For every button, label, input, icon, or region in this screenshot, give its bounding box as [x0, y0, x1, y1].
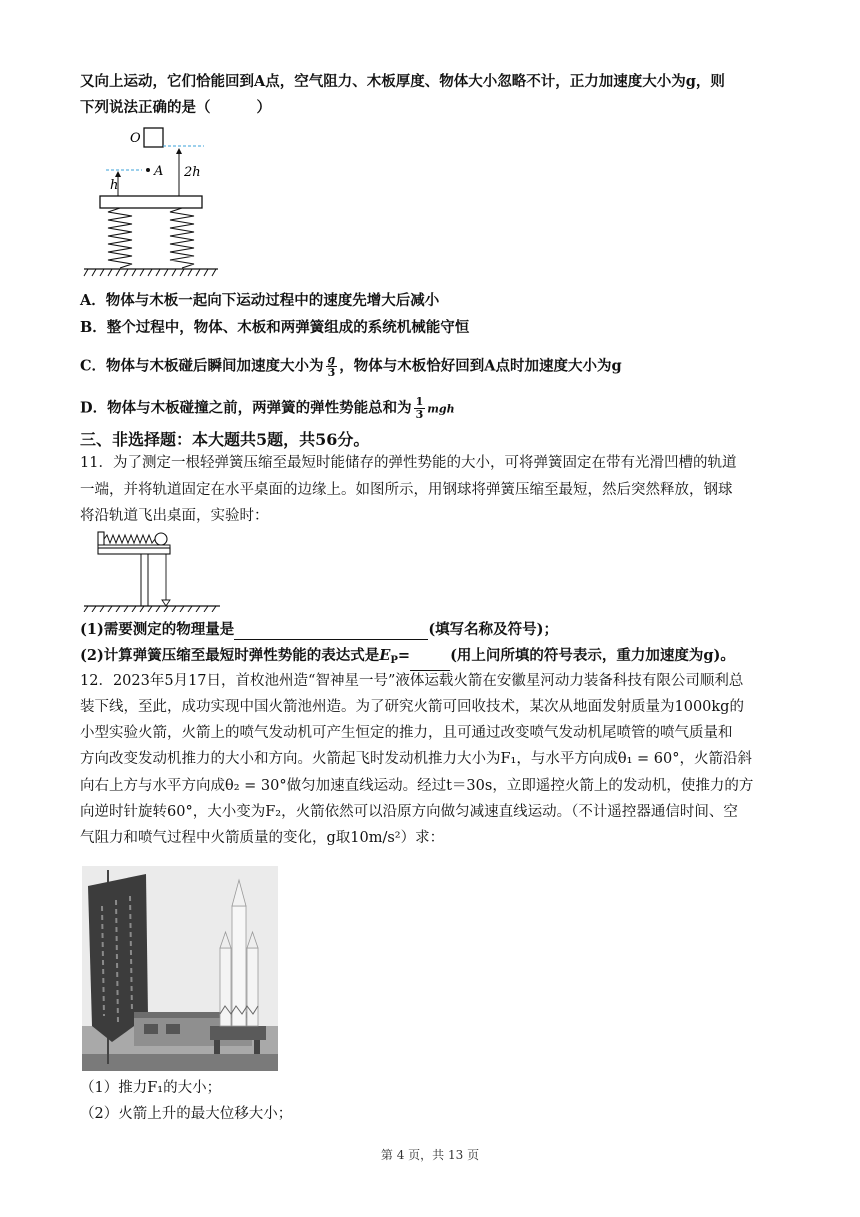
label-a: A — [154, 164, 164, 179]
fraction-1-over-3: $\frac{1}{3}$ — [415, 395, 424, 421]
label-2h: 2h — [184, 165, 201, 180]
track-end-block — [98, 532, 104, 546]
steel-ball — [155, 533, 167, 545]
right-spring — [170, 208, 194, 268]
q12-line-3: 小型实验火箭，火箭上的喷气发动机可产生恒定的推力，且可通过改变喷气发动机尾喷管的喷气质量和 — [80, 725, 733, 741]
answer-blank-1[interactable] — [234, 623, 428, 640]
point-a — [146, 168, 150, 172]
q12-line-7: 气阻力和喷气过程中火箭质量的变化，g取10m/s²）求： — [80, 830, 445, 846]
q11-line-3: 将沿轨道飞出桌面，实验时： — [80, 508, 269, 524]
left-spring — [108, 208, 132, 268]
option-d: D．物体与木板碰撞之前，两弹簧的弹性势能总和为 $\frac{1}{3}$ mgh — [80, 395, 455, 421]
spring — [104, 535, 155, 543]
q12-line-6: 向逆时针旋转60°，大小变为F₂，火箭依然可以沿原方向做匀减速直线运动。（不计遥控器通信时间、空 — [80, 804, 738, 820]
fraction-g-over-3: $\frac{g}{3}$ — [327, 353, 336, 379]
q11-line-1: 11．为了测定一根轻弹簧压缩至最短时能储存的弹性势能的大小，可将弹簧固定在带有光滑凹槽的轨道 — [80, 455, 737, 471]
spring-track-figure — [82, 530, 222, 612]
q12-line-1: 12．2023年5月17日，首枚池州造“智神星一号”液体运载火箭在安徽星河动力装备科技有限公司顺利总 — [80, 673, 744, 689]
answer-blank-2[interactable] — [410, 654, 450, 671]
section-3-heading: 三、非选择题：本大题共5题，共56分。 — [80, 430, 370, 449]
intro-line-1: 又向上运动，它们恰能回到A点，空气阻力、木板厚度、物体大小忽略不计，正力加速度大小为g，则 — [80, 73, 725, 90]
table-top — [98, 548, 170, 554]
spring-board-figure — [82, 120, 222, 280]
page-footer: 第 4 页，共 13 页 — [380, 1148, 480, 1162]
q11-sub-2: (2)计算弹簧压缩至最短时弹性势能的表达式是$E_P=$ (用上问所填的符号表示，重力加速度为g)。 — [80, 646, 735, 671]
object-block — [144, 128, 163, 147]
table-leg — [141, 554, 148, 606]
option-c: C．物体与木板碰后瞬间加速度大小为 $\frac{g}{3}$ ，物体与木板恰好回到A点时加速度大小为g — [80, 353, 622, 379]
q12-line-2: 装下线，至此，成功实现中国火箭池州造。为了研究火箭可回收技术，某次从地面发射质量为1000kg的 — [80, 699, 744, 715]
label-h: h — [110, 178, 119, 193]
wooden-board — [100, 196, 202, 208]
label-o: O — [130, 131, 141, 146]
q12-sub-1: （1）推力F₁的大小； — [80, 1080, 222, 1096]
launch-pad — [210, 1026, 266, 1040]
q11-line-2: 一端，并将轨道固定在水平桌面的边缘上。如图所示，用钢球将弹簧压缩至最短，然后突然释放，钢球 — [80, 482, 733, 498]
intro-line-2: 下列说法正确的是（ ） — [80, 99, 271, 116]
q12-line-4: 方向改变发动机推力的大小和方向。火箭起飞时发动机推力大小为F₁，与水平方向成θ₁ = 60°，火箭沿斜 — [80, 751, 752, 767]
option-b: B．整个过程中，物体、木板和两弹簧组成的系统机械能守恒 — [80, 319, 470, 336]
option-a: A．物体与木板一起向下运动过程中的速度先增大后减小 — [80, 292, 440, 309]
q12-sub-2: （2）火箭上升的最大位移大小； — [80, 1106, 293, 1122]
q11-sub-1: (1)需要测定的物理量是 (填写名称及符号)； — [80, 621, 559, 638]
q12-line-5: 向右上方与水平方向成θ₂ = 30°做匀加速直线运动。经过t＝30s，立即遥控火箭上的发动机，使推力的方 — [80, 778, 754, 794]
rocket-photo — [82, 866, 278, 1071]
